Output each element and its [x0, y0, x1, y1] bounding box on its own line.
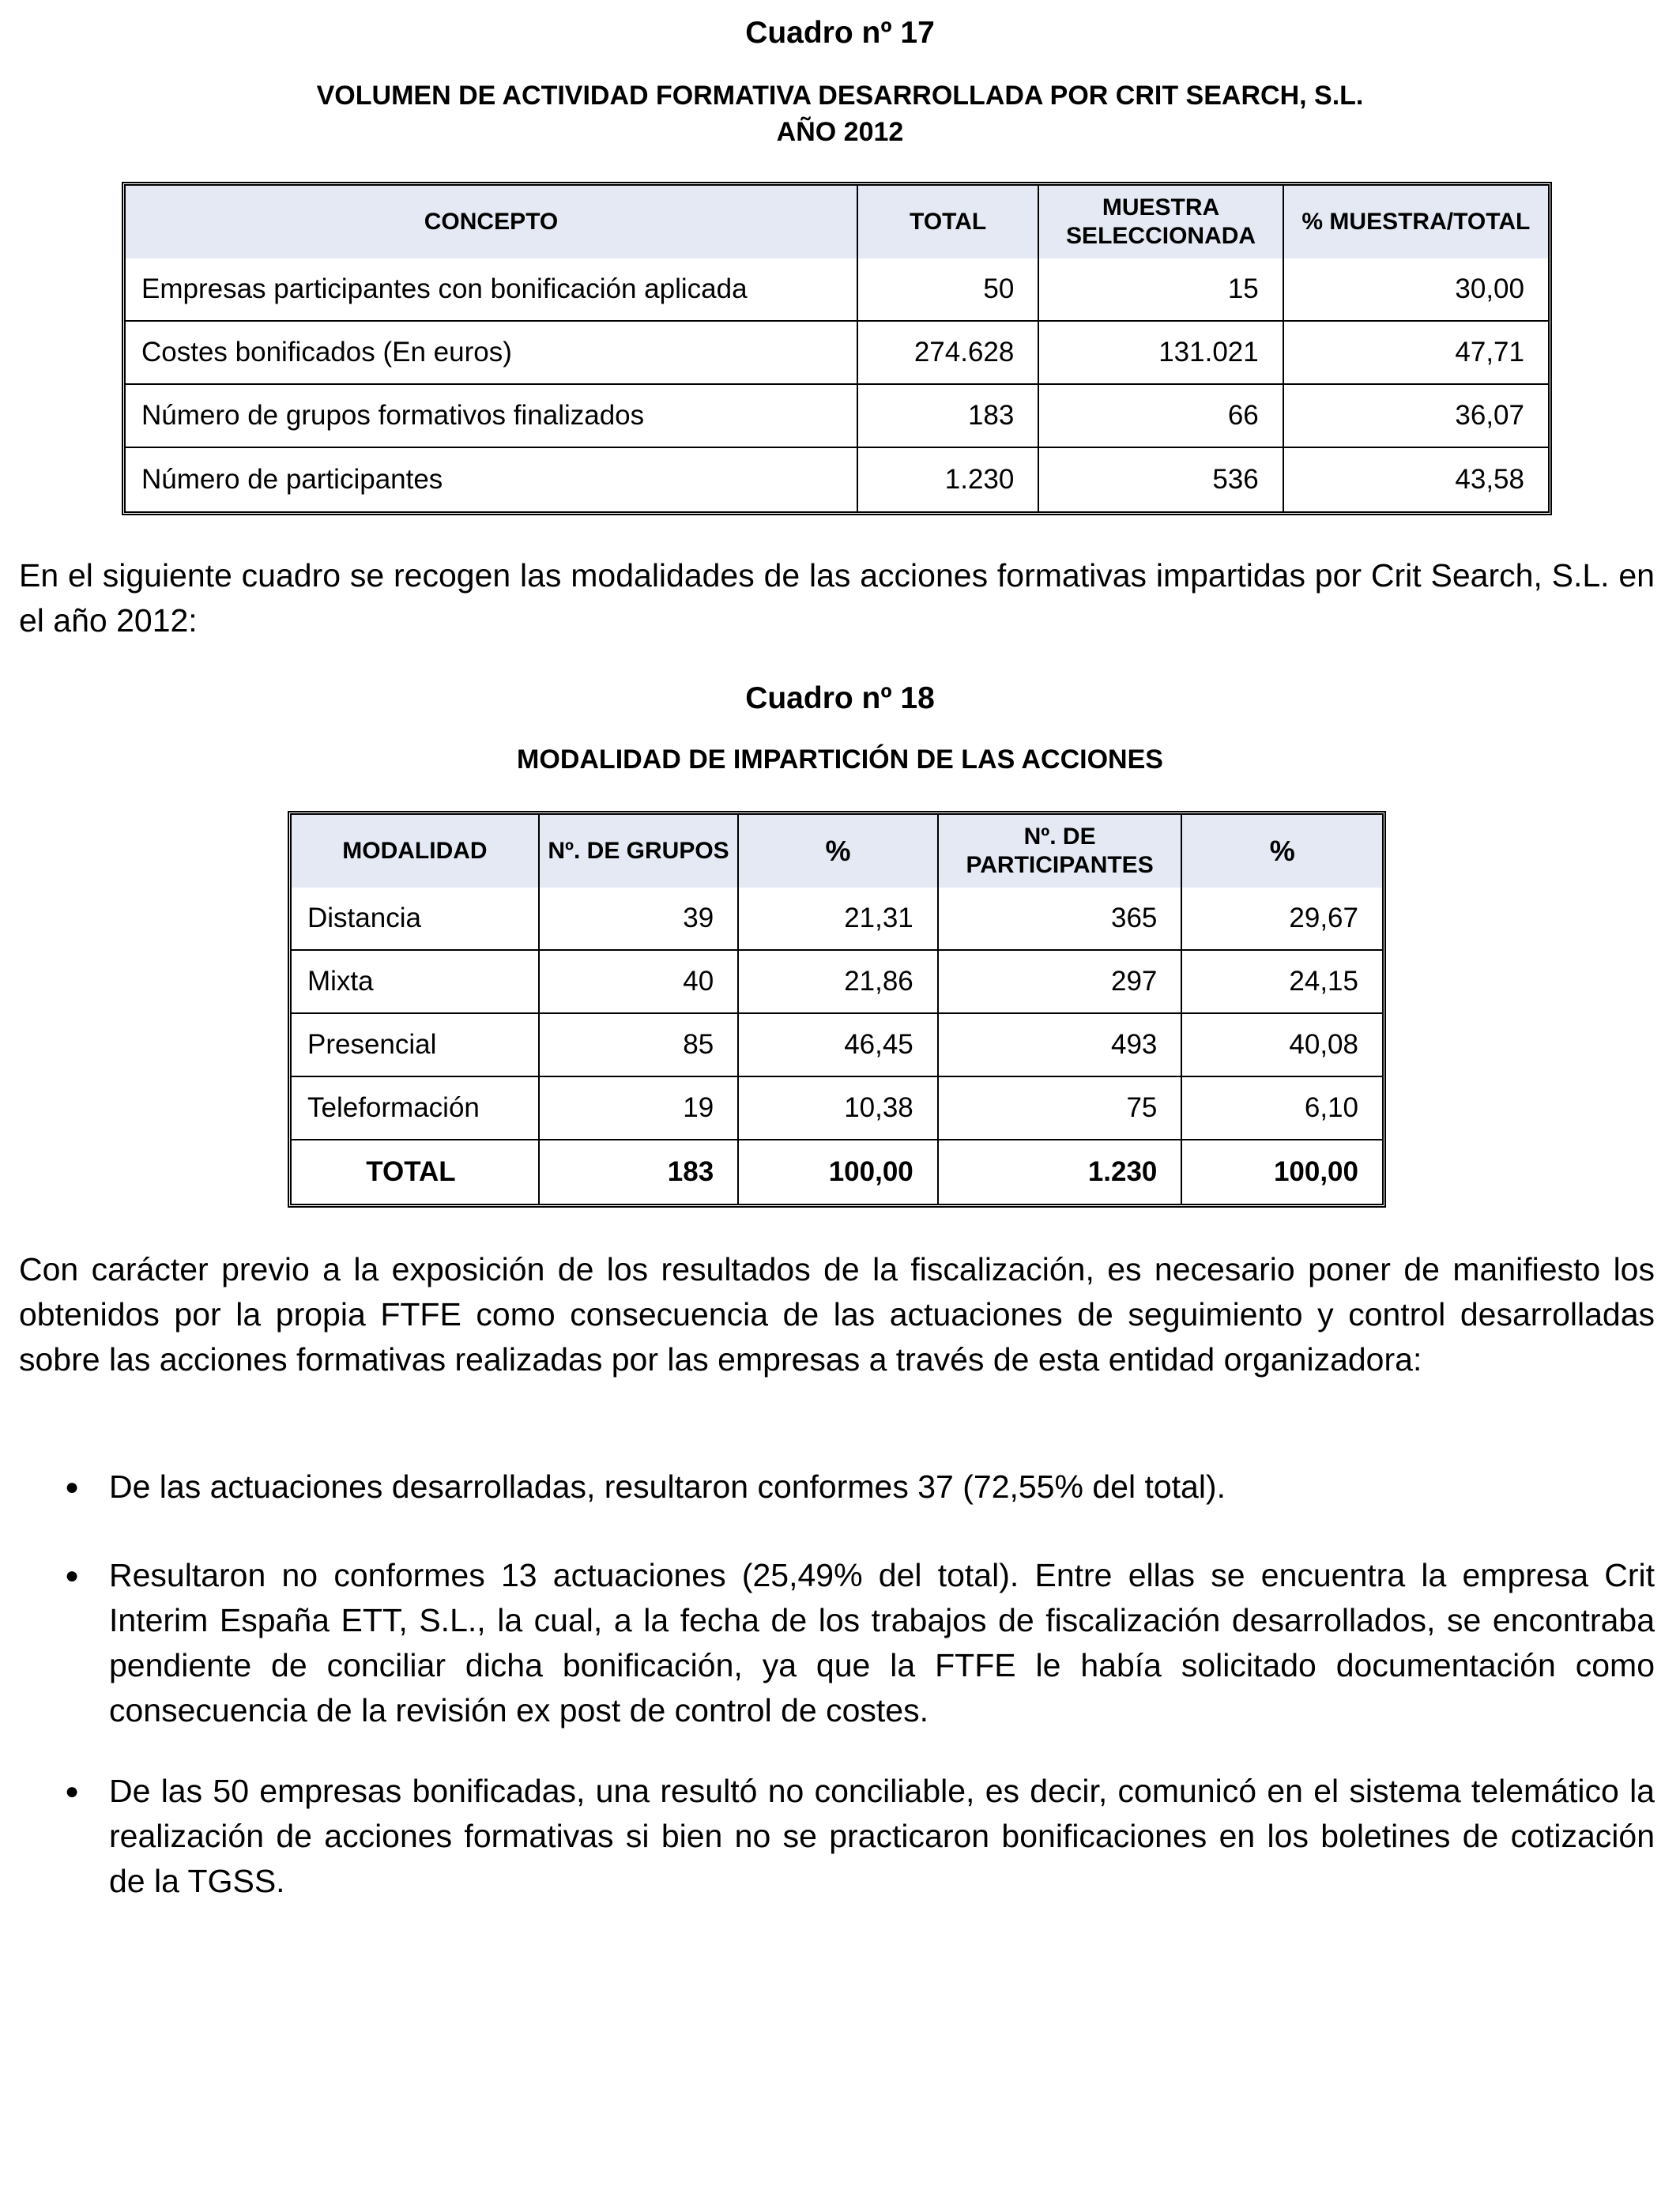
table17-cell: 274.628 [858, 322, 1039, 385]
table-row [126, 258, 1548, 322]
table17-cell: 183 [858, 385, 1039, 448]
table-row [292, 1014, 1382, 1077]
bullet-dot-icon: ● [65, 1474, 80, 1500]
table18-title: MODALIDAD DE IMPARTICIÓN DE LAS ACCIONES [517, 745, 1163, 775]
table17-header-muestra: MUESTRA SELECCIONADA [1039, 186, 1283, 258]
table18-cell: 24,15 [1182, 951, 1382, 1014]
table17-title-line1: VOLUMEN DE ACTIVIDAD FORMATIVA DESARROLLADA POR CRIT SEARCH, S.L. [316, 81, 1364, 111]
table-row [292, 951, 1382, 1014]
table17-cell: Empresas participantes con bonificación aplicada [126, 258, 858, 322]
table18-cell: Mixta [292, 951, 540, 1014]
table17-cell: 131.021 [1039, 322, 1283, 385]
list-item: Resultaron no conformes 13 actuaciones (25,49% del total). Entre ellas se encuentra la empresa Crit Interim España ETT, S.L., la cual, a la fecha de los trabajos de fiscalización desarrollados, se encontraba pendiente de conciliar dicha bonificación, ya que la FTFE le había solicitado documentación como consecuencia de la revisión ex post de control de costes. [109, 1557, 1655, 1728]
table17-cell: Costes bonificados (En euros) [126, 322, 858, 385]
table18-cell: Distancia [292, 888, 540, 951]
table18-cell: 10,38 [739, 1077, 939, 1140]
table17-cell: 15 [1039, 258, 1283, 322]
table18-cell: 29,67 [1182, 888, 1382, 951]
table18-total-cell: 183 [540, 1140, 739, 1204]
table17-header-porcentaje: % MUESTRA/TOTAL [1284, 186, 1548, 258]
table17-cell: Número de participantes [126, 448, 858, 511]
table18-header-pct-grupos: % [739, 815, 939, 888]
table18-cell: 365 [939, 888, 1183, 951]
table18-total-cell: 100,00 [1273, 1156, 1358, 1187]
table18-cell: Presencial [292, 1014, 540, 1077]
table18-cell: 19 [540, 1077, 739, 1140]
table17-cell: 50 [858, 258, 1039, 322]
list-item: De las 50 empresas bonificadas, una resultó no conciliable, es decir, comunicó en el sistema telemático la realización de acciones formativas si bien no se practicaron bonificaciones en los boletines de cotización de la TGSS. [109, 1773, 1655, 1899]
table17-cell: 36,07 [1284, 385, 1548, 448]
table-row [292, 888, 1382, 951]
table18-cell: 40 [540, 951, 739, 1014]
table17-header-concepto: CONCEPTO [126, 186, 858, 258]
table18-header-grupos: Nº. DE GRUPOS [540, 815, 739, 888]
table18-cell: 21,86 [739, 951, 939, 1014]
table18 [288, 811, 1386, 1208]
table18-cell: 21,31 [739, 888, 939, 951]
table18-header-row [292, 815, 1382, 888]
table17 [122, 182, 1552, 515]
intro-paragraph: En el siguiente cuadro se recogen las modalidades de las acciones formativas impartidas por Crit Search, S.L. en el año 2012: [19, 557, 1655, 639]
table-row [126, 322, 1548, 385]
table17-cell: 43,58 [1455, 464, 1524, 495]
list-item: De las actuaciones desarrolladas, resultaron conformes 37 (72,55% del total). [109, 1468, 1226, 1505]
table-row [292, 1077, 1382, 1140]
table18-header-pct-participantes: % [1182, 815, 1382, 888]
table18-cell: 85 [540, 1014, 739, 1077]
table17-cell: 30,00 [1284, 258, 1548, 322]
table17-cell: 66 [1039, 385, 1283, 448]
table18-header-participantes: Nº. DE PARTICIPANTES [939, 815, 1183, 888]
table18-caption: Cuadro nº 18 [745, 681, 935, 715]
table17-header-total: TOTAL [858, 186, 1039, 258]
table17-cell: 47,71 [1284, 322, 1548, 385]
table18-cell: 40,08 [1182, 1014, 1382, 1077]
table17-header-row [126, 186, 1548, 258]
table18-cell: Teleformación [292, 1077, 540, 1140]
table18-cell: 297 [939, 951, 1183, 1014]
table18-cell: 6,10 [1182, 1077, 1382, 1140]
table-row [126, 385, 1548, 448]
table18-header-modalidad: MODALIDAD [292, 815, 540, 888]
table18-cell: 75 [939, 1077, 1183, 1140]
table18-cell: 46,45 [739, 1014, 939, 1077]
bullet-dot-icon: ● [65, 1563, 80, 1589]
table17-cell: Número de grupos formativos finalizados [126, 385, 858, 448]
results-paragraph: Con carácter previo a la exposición de los resultados de la fiscalización, es necesario poner de manifiesto los obtenidos por la propia FTFE como consecuencia de las actuaciones de seguimiento y control desarrolladas sobre las acciones formativas realizadas por las empresas a través de esta entidad organizadora: [19, 1251, 1655, 1378]
table17-title-line2: AÑO 2012 [776, 117, 904, 147]
table-row [126, 448, 1548, 511]
table18-cell: 493 [939, 1014, 1183, 1077]
table18-total-cell: 1.230 [939, 1140, 1183, 1204]
table17-cell: 536 [1039, 448, 1283, 511]
table18-total-row [292, 1140, 1382, 1204]
table18-total-label: TOTAL [292, 1140, 540, 1204]
table18-cell: 39 [540, 888, 739, 951]
bullet-dot-icon: ● [65, 1778, 80, 1804]
table17-cell: 1.230 [858, 448, 1039, 511]
table17-caption: Cuadro nº 17 [745, 16, 935, 50]
table18-total-cell: 100,00 [739, 1140, 939, 1204]
